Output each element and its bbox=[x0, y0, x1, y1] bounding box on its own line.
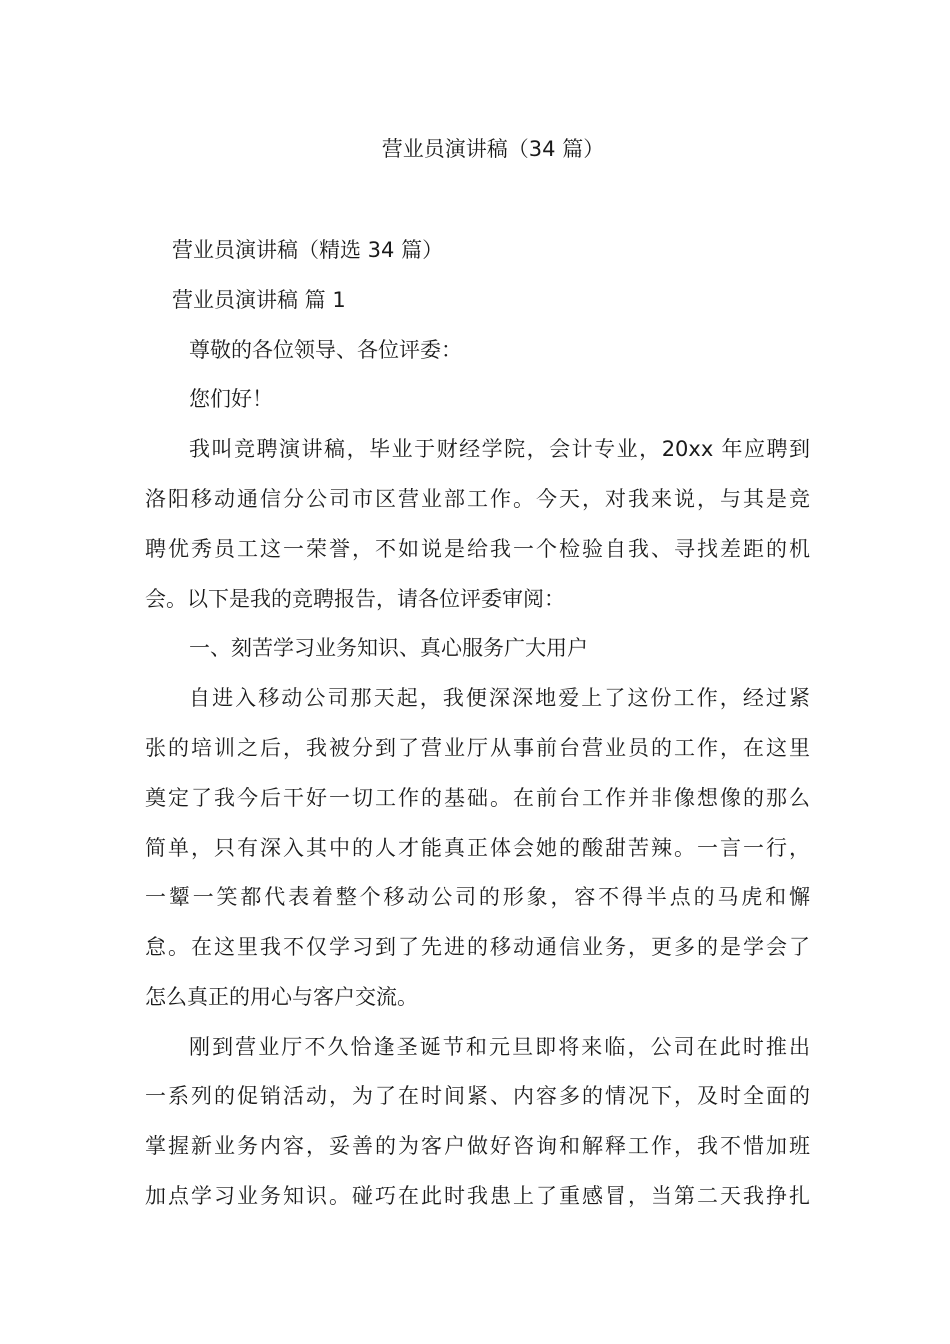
paragraph-line: 奠定了我今后干好一切工作的基础。在前台工作并非像想像的那么 bbox=[145, 786, 810, 810]
paragraph-line: 简单，只有深入其中的人才能真正体会她的酸甜苦辣。一言一行， bbox=[145, 836, 810, 860]
paragraph-line: 我叫竞聘演讲稿，毕业于财经学院，会计专业，20xx 年应聘到 bbox=[189, 437, 810, 461]
document-title: 营业员演讲稿（34 篇） bbox=[381, 137, 605, 161]
paragraph-line: 张的培训之后，我被分到了营业厅从事前台营业员的工作，在这里 bbox=[145, 736, 810, 760]
paragraph-line: 掌握新业务内容，妥善的为客户做好咨询和解释工作，我不惜加班 bbox=[145, 1134, 810, 1158]
paragraph-line: 自进入移动公司那天起，我便深深地爱上了这份工作，经过紧 bbox=[189, 686, 810, 710]
paragraph-line: 一系列的促销活动，为了在时间紧、内容多的情况下，及时全面的 bbox=[145, 1084, 810, 1108]
paragraph-line: 怎么真正的用心与客户交流。 bbox=[145, 985, 418, 1009]
section-heading: 营业员演讲稿 篇 1 bbox=[172, 288, 346, 312]
paragraph-line: 加点学习业务知识。碰巧在此时我患上了重感冒，当第二天我挣扎 bbox=[145, 1184, 810, 1208]
paragraph-line: 怠。在这里我不仅学习到了先进的移动通信业务，更多的是学会了 bbox=[145, 935, 810, 959]
paragraph-line: 洛阳移动通信分公司市区营业部工作。今天，对我来说，与其是竞 bbox=[145, 487, 810, 511]
salutation-line: 尊敬的各位领导、各位评委： bbox=[189, 338, 462, 362]
paragraph-line: 聘优秀员工这一荣誉，不如说是给我一个检验自我、寻找差距的机 bbox=[145, 537, 810, 561]
greeting-line: 您们好！ bbox=[189, 387, 273, 411]
paragraph-line: 一颦一笑都代表着整个移动公司的形象，容不得半点的马虎和懈 bbox=[145, 885, 810, 909]
section-point-heading: 一、刻苦学习业务知识、真心服务广大用户 bbox=[189, 636, 588, 660]
paragraph-line: 刚到营业厅不久恰逢圣诞节和元旦即将来临，公司在此时推出 bbox=[189, 1035, 810, 1059]
paragraph-line: 会。以下是我的竞聘报告，请各位评委审阅： bbox=[145, 587, 565, 611]
document-subtitle: 营业员演讲稿（精选 34 篇） bbox=[172, 238, 444, 262]
